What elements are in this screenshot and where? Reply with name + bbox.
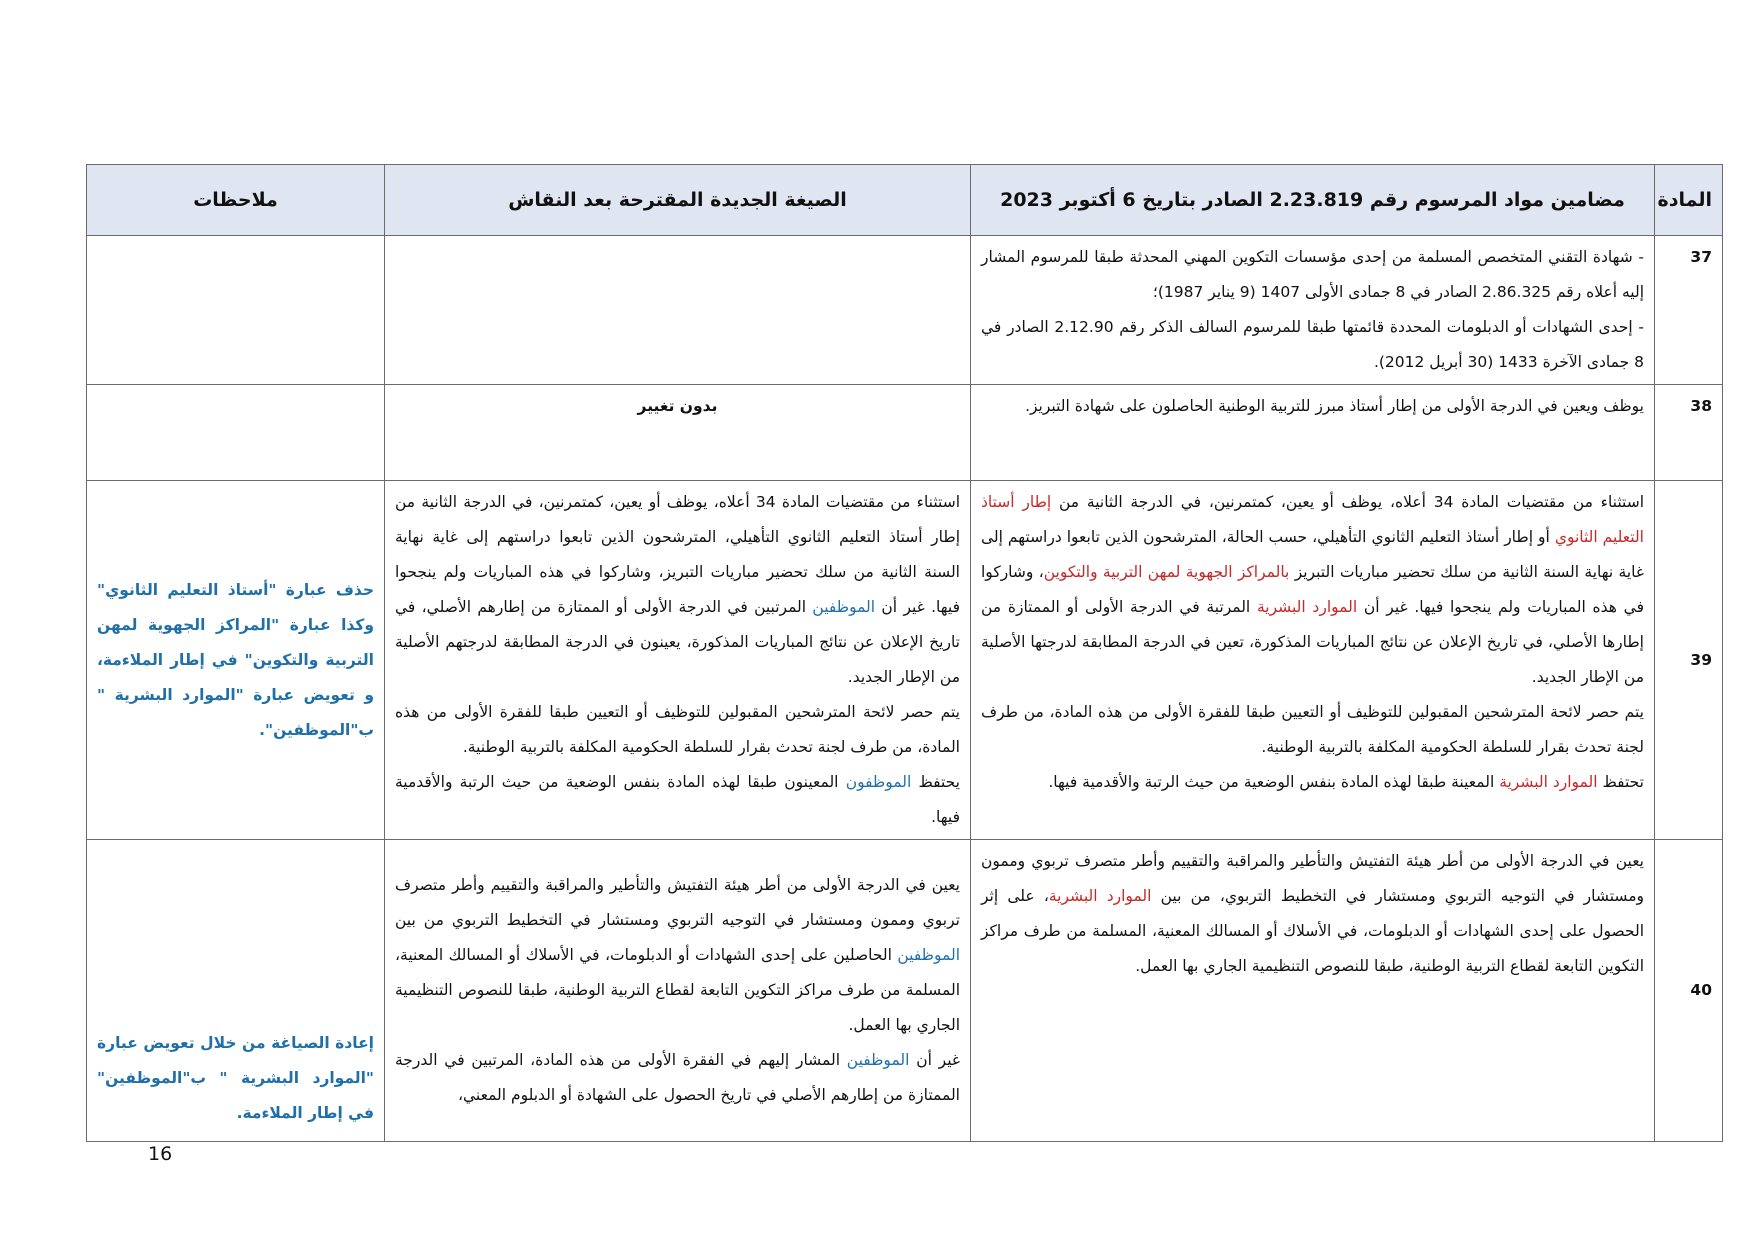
page-number: 16 — [148, 1143, 173, 1165]
notes-cell — [87, 236, 385, 385]
article-number: 38 — [1655, 385, 1723, 481]
table-row — [87, 481, 1723, 840]
article-content — [971, 236, 1655, 385]
new-wording-cell — [385, 481, 971, 840]
table-row — [87, 385, 1723, 481]
new-wording-cell — [385, 236, 971, 385]
wording-paragraph: يعين في الدرجة الأولى من أطر هيئة التفتيش والتأطير والمراقبة والتقييم وأطر متصرف تربوي وممون ومستشار في التوجيه التربوي ومستشار في التخطيط التربوي من بين الموظفين الحاصلين على إحدى الشهادات أو الدبلومات، في الأسلاك أو المسالك المعنية، المسلمة من طرف مراكز التكوين التابعة لقطاع التربية الوطنية، طبقا للنصوص التنظيمية الجاري بها العمل. — [395, 876, 960, 1034]
wording-paragraph: يتم حصر لائحة المترشحين المقبولين للتوظيف أو التعيين طبقا للفقرة الأولى من هذه المادة، من طرف لجنة تحدث بقرار للسلطة الحكومية المكلفة بالتربية الوطنية. — [395, 703, 960, 756]
highlight-red: إطار أستاذ التعليم الثانوي — [981, 493, 1644, 546]
no-change-label: بدون تغيير — [637, 397, 718, 415]
header-row — [87, 165, 1723, 236]
notes-cell: إعادة الصياغة من خلال تعويض عبارة "الموارد البشرية " ب"الموظفين" في إطار الملاءمة. — [87, 840, 385, 1142]
header-new-wording: الصيغة الجديدة المقترحة بعد النقاش — [385, 165, 971, 236]
wording-paragraph: غير أن الموظفين المشار إليهم في الفقرة الأولى من هذه المادة، المرتبين في الدرجة الممتازة من إطارهم الأصلي في تاريخ الحصول على الشهادة أو الدبلوم المعني، — [395, 1051, 960, 1104]
article-number: 40 — [1655, 840, 1723, 1142]
content-paragraph: يعين في الدرجة الأولى من أطر هيئة التفتيش والتأطير والمراقبة والتقييم وأطر متصرف تربوي وممون ومستشار في التوجيه التربوي ومستشار في التخطيط التربوي، من بين الموارد البشرية، على إثر الحصول على إحدى الشهادات أو الدبلومات، في الأسلاك أو المسالك المعنية، المسلمة من طرف مراكز التكوين التابعة لقطاع التربية الوطنية، طبقا للنصوص التنظيمية الجاري بها العمل. — [981, 852, 1644, 975]
table-row — [87, 840, 1723, 1142]
article-number: 37 — [1655, 236, 1723, 385]
header-article: المادة — [1655, 165, 1723, 236]
highlight-blue: الموظفين — [846, 1051, 910, 1069]
highlight-blue: الموظفين — [897, 946, 960, 964]
highlight-red: بالمراكز الجهوية لمهن التربية والتكوين — [1043, 563, 1290, 581]
article-content — [971, 840, 1655, 1142]
article-content: يوظف ويعين في الدرجة الأولى من إطار أستاذ مبرز للتربية الوطنية الحاصلون على شهادة التبريز. — [971, 385, 1655, 481]
content-paragraph: يتم حصر لائحة المترشحين المقبولين للتوظيف أو التعيين طبقا للفقرة الأولى من هذه المادة، من طرف لجنة تحدث بقرار للسلطة الحكومية المكلفة بالتربية الوطنية. — [981, 703, 1644, 756]
comparison-table — [86, 164, 1723, 1142]
content-line: - شهادة التقني المتخصص المسلمة من إحدى مؤسسات التكوين المهني المحدثة طبقا للمرسوم المشار إليه أعلاه رقم 2.86.325 الصادر في 8 جمادى الأولى 1407 (9 يناير 1987)؛ — [981, 248, 1644, 301]
table-row — [87, 236, 1723, 385]
wording-paragraph: استثناء من مقتضيات المادة 34 أعلاه، يوظف أو يعين، كمتمرنين، في الدرجة الثانية من إطار أستاذ التعليم الثانوي التأهيلي، المترشحون الذين تابعوا دراستهم إلى غاية نهاية السنة الثانية من سلك تحضير مباريات التبريز، وشاركوا في هذه المباريات ولم ينجحوا فيها. غير أن الموظفين المرتبين في الدرجة الأولى أو الممتازة من إطارهم الأصلي، في تاريخ الإعلان عن نتائج المباريات المذكورة، يعينون في الدرجة المطابقة لدرجتهم الأصلية من الإطار الجديد. — [395, 493, 960, 686]
new-wording-cell — [385, 840, 971, 1142]
new-wording-cell — [385, 385, 971, 481]
article-number: 39 — [1655, 481, 1723, 840]
header-notes: ملاحظات — [87, 165, 385, 236]
content-paragraph: استثناء من مقتضيات المادة 34 أعلاه، يوظف أو يعين، كمتمرنين، في الدرجة الثانية من إطار أستاذ التعليم الثانوي أو إطار أستاذ التعليم الثانوي التأهيلي، حسب الحالة، المترشحون الذين تابعوا دراستهم إلى غاية نهاية السنة الثانية من سلك تحضير مباريات التبريز بالمراكز الجهوية لمهن التربية والتكوين، وشاركوا في هذه المباريات ولم ينجحوا فيها. غير أن الموارد البشرية المرتبة في الدرجة الأولى أو الممتازة من إطارها الأصلي، في تاريخ الإعلان عن نتائج المباريات المذكورة، تعين في الدرجة المطابقة لدرجتها الأصلية من الإطار الجديد. — [981, 493, 1645, 686]
notes-cell — [87, 385, 385, 481]
header-contents: مضامين مواد المرسوم رقم 2.23.819 الصادر بتاريخ 6 أكتوبر 2023 — [971, 165, 1655, 236]
article-content — [971, 481, 1655, 840]
highlight-red: الموارد البشرية — [1256, 598, 1358, 616]
highlight-blue: الموظفين — [812, 598, 876, 616]
wording-paragraph: يحتفظ الموظفون المعينون طبقا لهذه المادة بنفس الوضعية من حيث الرتبة والأقدمية فيها. — [395, 773, 961, 826]
content-paragraph: تحتفظ الموارد البشرية المعينة طبقا لهذه المادة بنفس الوضعية من حيث الرتبة والأقدمية فيها. — [1048, 773, 1644, 791]
highlight-blue: الموظفون — [845, 773, 912, 791]
highlight-red: الموارد البشرية — [1499, 773, 1598, 791]
notes-cell: حذف عبارة "أستاذ التعليم الثانوي" وكذا عبارة "المراكز الجهوية لمهن التربية والتكوين" في إطار الملاءمة، و تعويض عبارة "الموارد البشرية " ب"الموظفين". — [87, 481, 385, 840]
content-line: - إحدى الشهادات أو الدبلومات المحددة قائمتها طبقا للمرسوم السالف الذكر رقم 2.12.90 الصادر في 8 جمادى الآخرة 1433 (30 أبريل 2012). — [981, 318, 1645, 371]
highlight-red: الموارد البشرية — [1048, 887, 1152, 905]
